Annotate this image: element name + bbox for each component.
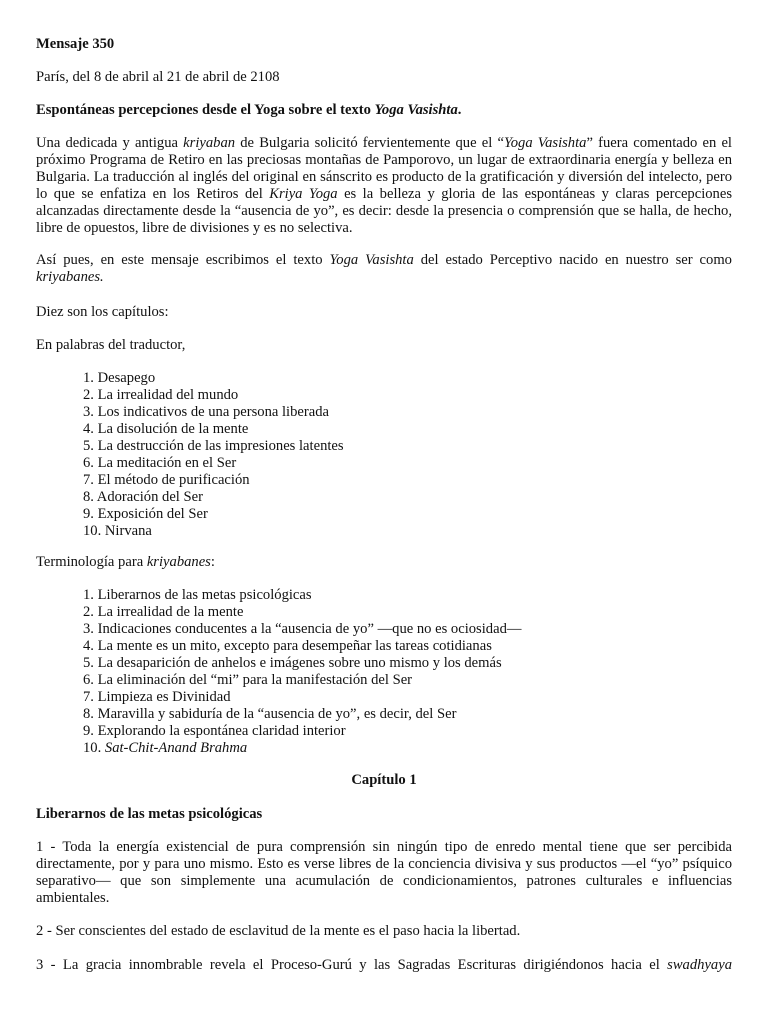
list-item: 8. Maravilla y sabiduría de la “ausencia de yo”, es decir, del Ser [83,706,457,722]
subtitle-end: . [457,102,462,118]
chapter-paragraph-2: 2 - Ser conscientes del estado de esclavitud de la mente es el paso hacia la libertad. [36,923,521,939]
text-run: : [210,554,215,570]
subtitle-italic: Yoga Vasishta [374,102,458,118]
list-number: 10. [83,740,105,756]
list-item: 7. El método de purificación [83,472,250,488]
list-item: 10. Nirvana [83,523,152,539]
list-item: 4. La disolución de la mente [83,421,249,437]
text-run: 3 - La gracia innombrable revela el Proceso-Gurú y las Sagradas Escrituras dirigiéndonos hacia el [36,957,668,973]
italic-run: Sat-Chit-Anand Brahma [104,740,248,756]
list-item: 6. La eliminación del “mi” para la manifestación del Ser [83,672,413,688]
translator-intro: En palabras del traductor, [36,337,186,353]
text-run: de Bulgaria solicitó fervientemente que el “ [235,135,504,151]
italic-run: kriyabanes. [36,269,104,285]
italic-run: Yoga Vasishta [503,135,587,151]
list-item: 6. La meditación en el Ser [83,455,237,471]
italic-run: Yoga Vasishta [329,252,414,268]
list-item: 3. Indicaciones conducentes a la “ausencia de yo” —que no es ociosidad— [83,621,522,637]
list-item: 1. Desapego [83,370,156,386]
document-subtitle [36,102,461,119]
list-item [83,740,521,757]
chapter-heading: Capítulo 1 [351,772,417,788]
list-item: 2. La irrealidad del mundo [83,387,239,403]
chapters-intro: Diez son los capítulos: [36,304,169,320]
intro-paragraph-1 [36,135,732,237]
italic-run: kriyabanes [146,554,211,570]
list-item: 9. Explorando la espontánea claridad interior [83,723,346,739]
text-run: Así pues, en este mensaje escribimos el texto [36,252,330,268]
text-run: ” fuera comentado en el próximo Programa de Retiro en las preciosas montañas de Pamporovo, un lugar de extraordinaria energía y belleza en Bulgaria. La traducción al inglés del original en sánscrito es producto de la gratificación y diversión del intelecto, pero lo que se enfatiza en los Retiros del [36,135,732,202]
italic-run: Kriya Yoga [269,186,338,202]
chapter-paragraph-1: 1 - Toda la energía existencial de pura comprensión sin ningún tipo de enredo mental tiene que ser percibida directamente, por y para uno mismo. Esto es verse libres de la conciencia divisiva y sus productos —el “yo” psíquico separativo— que son simplemente una acumulación de condicionamientos, patrones culturales e influencias ambientales. [36,839,732,906]
list-item: 8. Adoración del Ser [83,489,203,505]
subtitle-text: Espontáneas percepciones desde el Yoga sobre el texto [36,102,375,118]
list-item: 2. La irrealidad de la mente [83,604,244,620]
list-item: 4. La mente es un mito, excepto para desempeñar las tareas cotidianas [83,638,492,654]
text-run: Una dedicada y antigua [36,135,184,151]
translator-chapter-list [36,370,344,540]
list-item: 1. Liberarnos de las metas psicológicas [83,587,312,603]
list-item: 3. Los indicativos de una persona liberada [83,404,329,420]
text-run: es la belleza y gloria de las espontáneas y claras percepciones alcanzadas directamente desde la “ausencia de yo”, es decir: desde la presencia o comprensión que se halla, de hecho, libre de opuestos, libre de divisiones y es no selectiva. [36,186,732,236]
text-run: del estado Perceptivo nacido en nuestro ser como [413,252,732,268]
chapter-paragraph-3 [36,957,732,974]
place-date: París, del 8 de abril al 21 de abril de 2108 [36,69,280,85]
message-title: Mensaje 350 [36,36,115,52]
terminology-list [36,587,521,757]
list-item: 5. La destrucción de las impresiones latentes [83,438,344,454]
intro-paragraph-2 [36,252,732,286]
italic-run: swadhyaya [667,957,732,973]
terminology-label [36,554,215,571]
text-run: Terminología para [36,554,147,570]
italic-run: kriyaban [183,135,236,151]
chapter-title: Liberarnos de las metas psicológicas [36,806,263,822]
list-item: 5. La desaparición de anhelos e imágenes sobre uno mismo y los demás [83,655,502,671]
list-item: 9. Exposición del Ser [83,506,208,522]
list-item: 7. Limpieza es Divinidad [83,689,231,705]
